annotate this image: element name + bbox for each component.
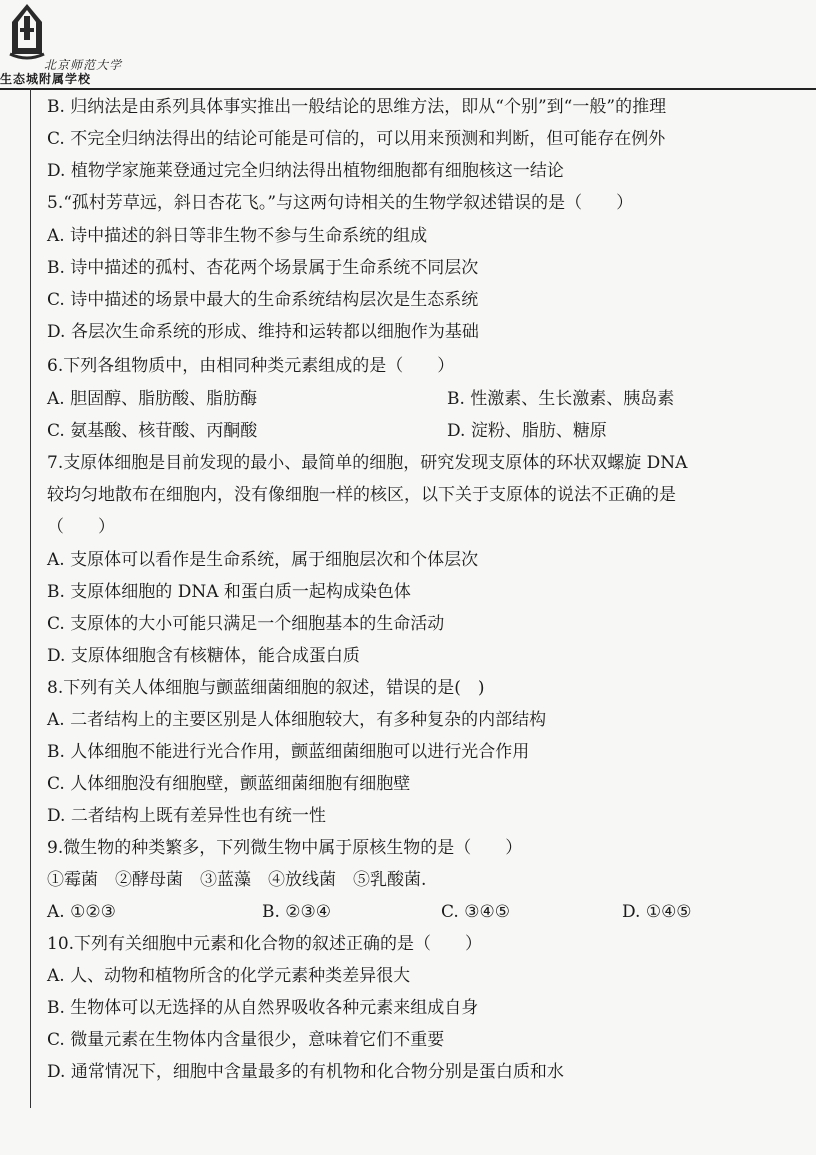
page-header [0, 0, 816, 95]
q5-option-d: D. 各层次生命系统的形成、维持和运转都以细胞作为基础 [47, 322, 479, 342]
q9-option-b: B. ②③④ [262, 902, 332, 922]
q9-stem: 9.微生物的种类繁多，下列微生物中属于原核生物的是（ ） [47, 838, 523, 858]
q6-option-d: D. 淀粉、脂肪、糖原 [447, 421, 607, 441]
q8-option-a: A. 二者结构上的主要区别是人体细胞较大，有多种复杂的内部结构 [47, 710, 547, 730]
q7-option-c: C. 支原体的大小可能只满足一个细胞基本的生命活动 [47, 614, 445, 634]
q8-option-b: B. 人体细胞不能进行光合作用，颤蓝细菌细胞可以进行光合作用 [47, 742, 530, 762]
margin-rule [30, 88, 31, 1108]
q7-option-a: A. 支原体可以看作是生命系统，属于细胞层次和个体层次 [47, 550, 479, 570]
q10-option-d: D. 通常情况下，细胞中含量最多的有机物和化合物分别是蛋白质和水 [47, 1062, 564, 1082]
q7-stem-line1: 7.支原体细胞是目前发现的最小、最简单的细胞，研究发现支原体的环状双螺旋 DNA [47, 453, 688, 473]
q6-option-c: C. 氨基酸、核苷酸、丙酮酸 [47, 421, 258, 441]
q10-stem: 10.下列有关细胞中元素和化合物的叙述正确的是（ ） [47, 934, 483, 954]
school-name-line1: 北京师范大学 [44, 58, 123, 72]
q6-option-a: A. 胆固醇、脂肪酸、脂肪酶 [47, 389, 258, 409]
q9-option-d: D. ①④⑤ [622, 902, 692, 922]
q4-option-b: B. 归纳法是由系列具体事实推出一般结论的思维方法，即从“个别”到“一般”的推理 [47, 97, 667, 117]
q4-option-c: C. 不完全归纳法得出的结论可能是可信的，可以用来预测和判断，但可能存在例外 [47, 129, 666, 149]
q8-option-d: D. 二者结构上既有差异性也有统一性 [47, 806, 326, 826]
q5-option-b: B. 诗中描述的孤村、杏花两个场景属于生命系统不同层次 [47, 258, 479, 278]
q7-option-b: B. 支原体细胞的 DNA 和蛋白质一起构成染色体 [47, 582, 411, 602]
q10-option-b: B. 生物体可以无选择的从自然界吸收各种元素来组成自身 [47, 998, 479, 1018]
q9-items: ①霉菌 ②酵母菌 ③蓝藻 ④放线菌 ⑤乳酸菌. [47, 870, 427, 890]
school-name-line2: 生态城附属学校 [0, 72, 92, 86]
q4-option-d: D. 植物学家施莱登通过完全归纳法得出植物细胞都有细胞核这一结论 [47, 161, 564, 181]
q8-stem: 8.下列有关人体细胞与颤蓝细菌细胞的叙述，错误的是( ) [47, 678, 485, 698]
q7-stem-line2: 较均匀地散布在细胞内，没有像细胞一样的核区，以下关于支原体的说法不正确的是 [47, 485, 676, 505]
q6-option-b: B. 性激素、生长激素、胰岛素 [447, 389, 675, 409]
q10-option-c: C. 微量元素在生物体内含量很少，意味着它们不重要 [47, 1030, 445, 1050]
q6-stem: 6.下列各组物质中，由相同种类元素组成的是（ ） [47, 356, 455, 376]
q9-option-a: A. ①②③ [47, 902, 116, 922]
q7-stem-line3: （ ） [47, 517, 115, 537]
q8-option-c: C. 人体细胞没有细胞壁，颤蓝细菌细胞有细胞壁 [47, 774, 411, 794]
q10-option-a: A. 人、动物和植物所含的化学元素种类差异很大 [47, 966, 411, 986]
q5-stem: 5.“孤村芳草远，斜日杏花飞。”与这两句诗相关的生物学叙述错误的是（ ） [47, 193, 634, 213]
header-rule [0, 88, 816, 90]
q7-option-d: D. 支原体细胞含有核糖体，能合成蛋白质 [47, 646, 360, 666]
q5-option-c: C. 诗中描述的场景中最大的生命系统结构层次是生态系统 [47, 290, 479, 310]
q9-option-c: C. ③④⑤ [441, 902, 510, 922]
school-logo [6, 2, 48, 60]
q5-option-a: A. 诗中描述的斜日等非生物不参与生命系统的组成 [47, 226, 428, 246]
